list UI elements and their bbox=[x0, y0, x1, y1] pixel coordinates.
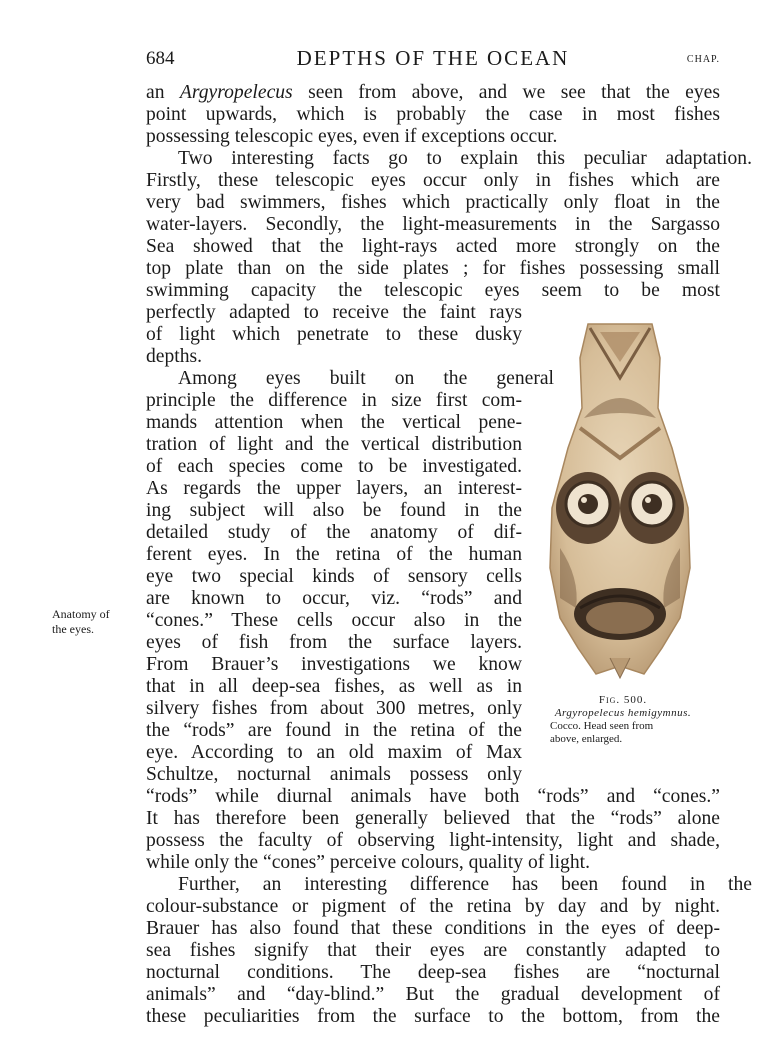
figure-caption-line: above, enlarged. bbox=[550, 733, 623, 745]
text-span: an bbox=[146, 82, 180, 103]
text-line: animals” and “day-blind.” But the gradual development of bbox=[146, 984, 720, 1005]
text-line: possess the faculty of observing light-intensity, light and shade, bbox=[146, 830, 720, 851]
right-eye-highlight bbox=[645, 497, 651, 503]
page-number: 684 bbox=[146, 48, 175, 69]
text-line: top plate than on the side plates ; for fishes possessing small bbox=[146, 258, 720, 279]
figure-caption bbox=[524, 694, 722, 746]
text-line: eye two special kinds of sensory cells bbox=[146, 566, 522, 587]
chapter-label: CHAP. bbox=[686, 54, 720, 65]
text-line: possessing telescopic eyes, even if exceptions occur. bbox=[146, 126, 558, 147]
text-line: principle the difference in size first com- bbox=[146, 390, 522, 411]
text-line: “cones.” These cells occur also in the bbox=[146, 610, 522, 631]
mouth-inner bbox=[586, 602, 654, 634]
text-line: Firstly, these telescopic eyes occur only in fishes which are bbox=[146, 170, 720, 191]
text-line: of light which penetrate to these dusky bbox=[146, 324, 522, 345]
text-line: “rods” while diurnal animals have both “rods” and “cones.” bbox=[146, 786, 720, 807]
text-line: swimming capacity the telescopic eyes seem to be most bbox=[146, 280, 720, 301]
text-line: Among eyes built on the general bbox=[178, 368, 554, 389]
text-line: tration of light and the vertical distribution bbox=[146, 434, 522, 455]
figure-title: Fig. 500. bbox=[598, 694, 648, 706]
margin-note-line: the eyes. bbox=[52, 622, 94, 636]
text-line: of each species come to be investigated. bbox=[146, 456, 522, 477]
fish-head-illustration bbox=[540, 318, 700, 680]
text-line: depths. bbox=[146, 346, 203, 367]
text-line: eye. According to an old maxim of Max bbox=[146, 742, 522, 763]
text-line: colour-substance or pigment of the retina by day and by night. bbox=[146, 896, 720, 917]
figure-caption-line: Cocco. Head seen from bbox=[550, 720, 654, 732]
left-pupil bbox=[578, 494, 598, 514]
left-eye-highlight bbox=[581, 497, 587, 503]
text-line: It has therefore been generally believed that the “rods” alone bbox=[146, 808, 720, 829]
text-line: water-layers. Secondly, the light-measurements in the Sargasso bbox=[146, 214, 720, 235]
text-line bbox=[146, 82, 720, 104]
text-line: perfectly adapted to receive the faint rays bbox=[146, 302, 522, 323]
text-line: while only the “cones” perceive colours, quality of light. bbox=[146, 852, 590, 873]
running-header bbox=[146, 46, 720, 76]
text-span: seen from above, and we see that the eyes bbox=[292, 82, 720, 103]
text-line: Two interesting facts go to explain this peculiar adaptation. bbox=[178, 148, 752, 169]
text-line: Brauer has also found that these conditions in the eyes of deep- bbox=[146, 918, 720, 939]
text-line: Schultze, nocturnal animals possess only bbox=[146, 764, 522, 785]
text-line: ing subject will also be found in the bbox=[146, 500, 522, 521]
text-line: Further, an interesting difference has been found in the bbox=[178, 874, 752, 895]
running-title: DEPTHS OF THE OCEAN bbox=[296, 46, 570, 70]
text-line: As regards the upper layers, an interest- bbox=[146, 478, 522, 499]
text-line: sea fishes signify that their eyes are constantly adapted to bbox=[146, 940, 720, 961]
figure-species: Argyropelecus hemigymnus. bbox=[554, 707, 692, 719]
right-pupil bbox=[642, 494, 662, 514]
text-line: From Brauer’s investigations we know bbox=[146, 654, 522, 675]
text-line: silvery fishes from about 300 metres, only bbox=[146, 698, 522, 719]
text-line: these peculiarities from the surface to the bottom, from the bbox=[146, 1006, 720, 1027]
text-line: very bad swimmers, fishes which practically only float in the bbox=[146, 192, 720, 213]
text-line: nocturnal conditions. The deep-sea fishes are “nocturnal bbox=[146, 962, 720, 983]
species-name: Argyropelecus bbox=[179, 82, 293, 103]
text-line: mands attention when the vertical pene- bbox=[146, 412, 522, 433]
text-line: point upwards, which is probably the case in most fishes bbox=[146, 104, 720, 125]
text-line: detailed study of the anatomy of dif- bbox=[146, 522, 522, 543]
text-line: ferent eyes. In the retina of the human bbox=[146, 544, 522, 565]
margin-note-line: Anatomy of bbox=[52, 607, 110, 621]
text-line: eyes of fish from the surface layers. bbox=[146, 632, 522, 653]
text-line: the “rods” are found in the retina of the bbox=[146, 720, 522, 741]
text-line: Sea showed that the light-rays acted more strongly on the bbox=[146, 236, 720, 257]
text-line: are known to occur, viz. “rods” and bbox=[146, 588, 522, 609]
text-line: that in all deep-sea fishes, as well as in bbox=[146, 676, 522, 697]
margin-note bbox=[52, 607, 130, 637]
